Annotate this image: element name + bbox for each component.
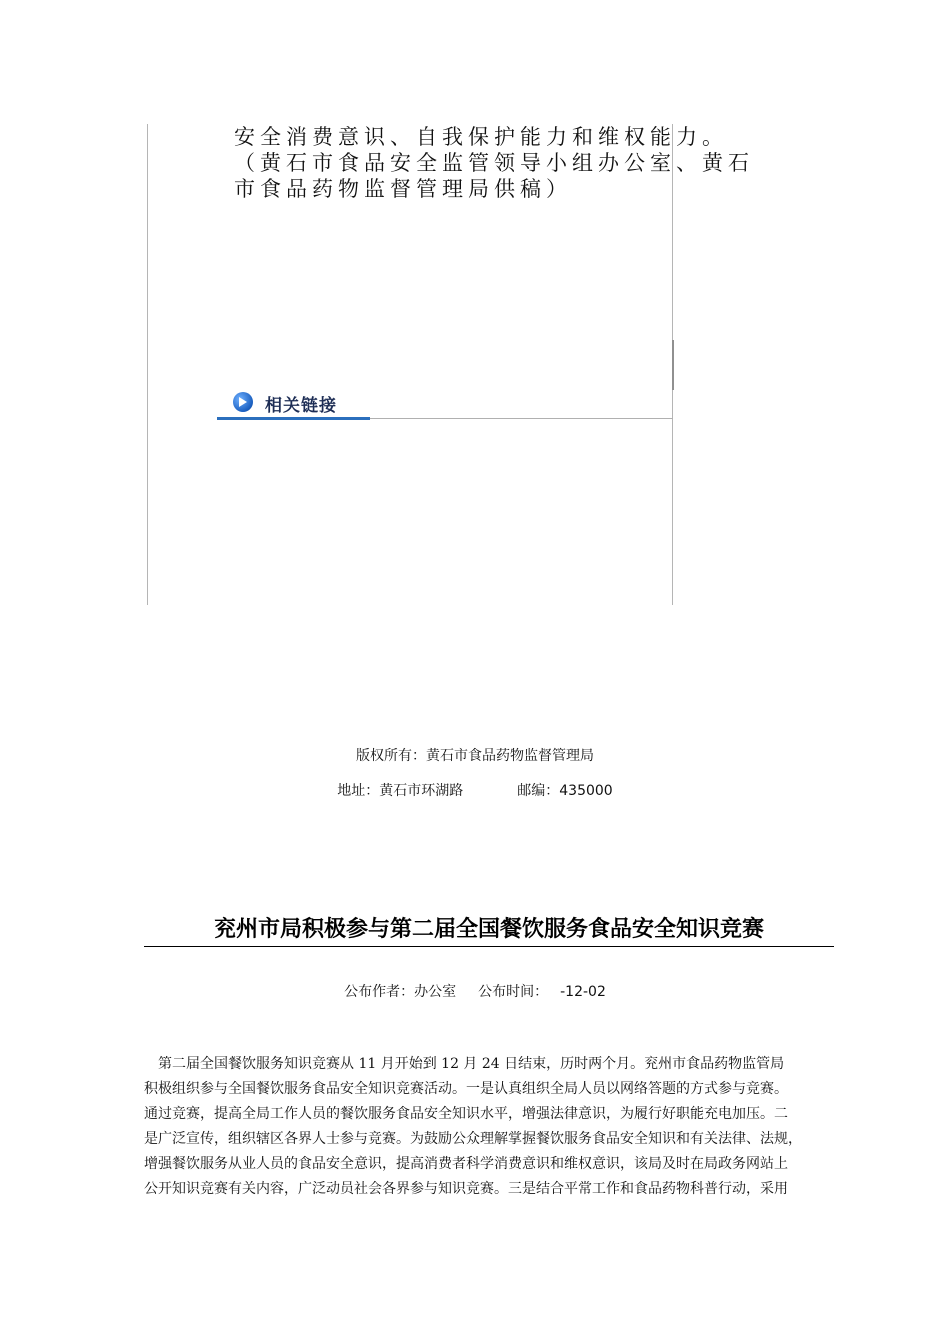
arrow-circle-icon — [233, 392, 253, 412]
news-meta — [0, 981, 950, 1001]
footer-address: 地址：黄石市环湖路 — [337, 783, 464, 799]
related-links-underline — [217, 417, 370, 420]
news-body — [144, 1052, 824, 1202]
footer-copyright: 版权所有：黄石市食品药物监督管理局 — [356, 748, 594, 764]
footer-postcode-label: 邮编： — [517, 783, 560, 799]
article-tail-text — [234, 124, 754, 202]
body-line: 公开知识竞赛有关内容，广泛动员社会各界参与知识竞赛。三是结合平常工作和食品药物科普行动，采用 — [144, 1181, 788, 1197]
frame-left-border — [147, 124, 148, 605]
footer-address-line — [0, 780, 950, 800]
news-author: 公布作者：办公室 — [344, 984, 457, 1000]
frame-right-border-accent — [672, 340, 674, 390]
footer-postcode: 435000 — [559, 783, 613, 799]
body-line: 通过竞赛，提高全局工作人员的餐饮服务食品安全知识水平，增强法律意识，为履行好职能充电加压。二 — [144, 1106, 788, 1122]
news-time-label: 公布时间： — [478, 984, 549, 1000]
title-rule — [144, 946, 834, 947]
body-line: 第二届全国餐饮服务知识竞赛从 11 月开始到 12 月 24 日结束，历时两个月。兖州市食品药物监管局 — [144, 1056, 785, 1072]
related-links-section — [217, 387, 673, 421]
article-line: 市食品药物监督管理局供稿） — [234, 177, 572, 201]
related-links-heading[interactable]: 相关链接 — [265, 396, 337, 416]
related-links-divider — [370, 418, 673, 419]
news-title: 兖州市局积极参与第二届全国餐饮服务食品安全知识竞赛 — [213, 917, 764, 942]
article-line: 安全消费意识、自我保护能力和维权能力。 — [234, 125, 728, 149]
news-time-value: -12-02 — [560, 984, 606, 1000]
body-line: 是广泛宣传，组织辖区各界人士参与竞赛。为鼓励公众理解掌握餐饮服务食品安全知识和有关法律、法规， — [144, 1131, 802, 1147]
body-line: 积极组织参与全国餐饮服务食品安全知识竞赛活动。一是认真组织全局人员以网络答题的方式参与竞赛。 — [144, 1081, 788, 1097]
body-line: 增强餐饮服务从业人员的食品安全意识，提高消费者科学消费意识和维权意识，该局及时在局政务网站上 — [144, 1156, 788, 1172]
article-line: （黄石市食品安全监管领导小组办公室、黄石 — [234, 151, 754, 175]
